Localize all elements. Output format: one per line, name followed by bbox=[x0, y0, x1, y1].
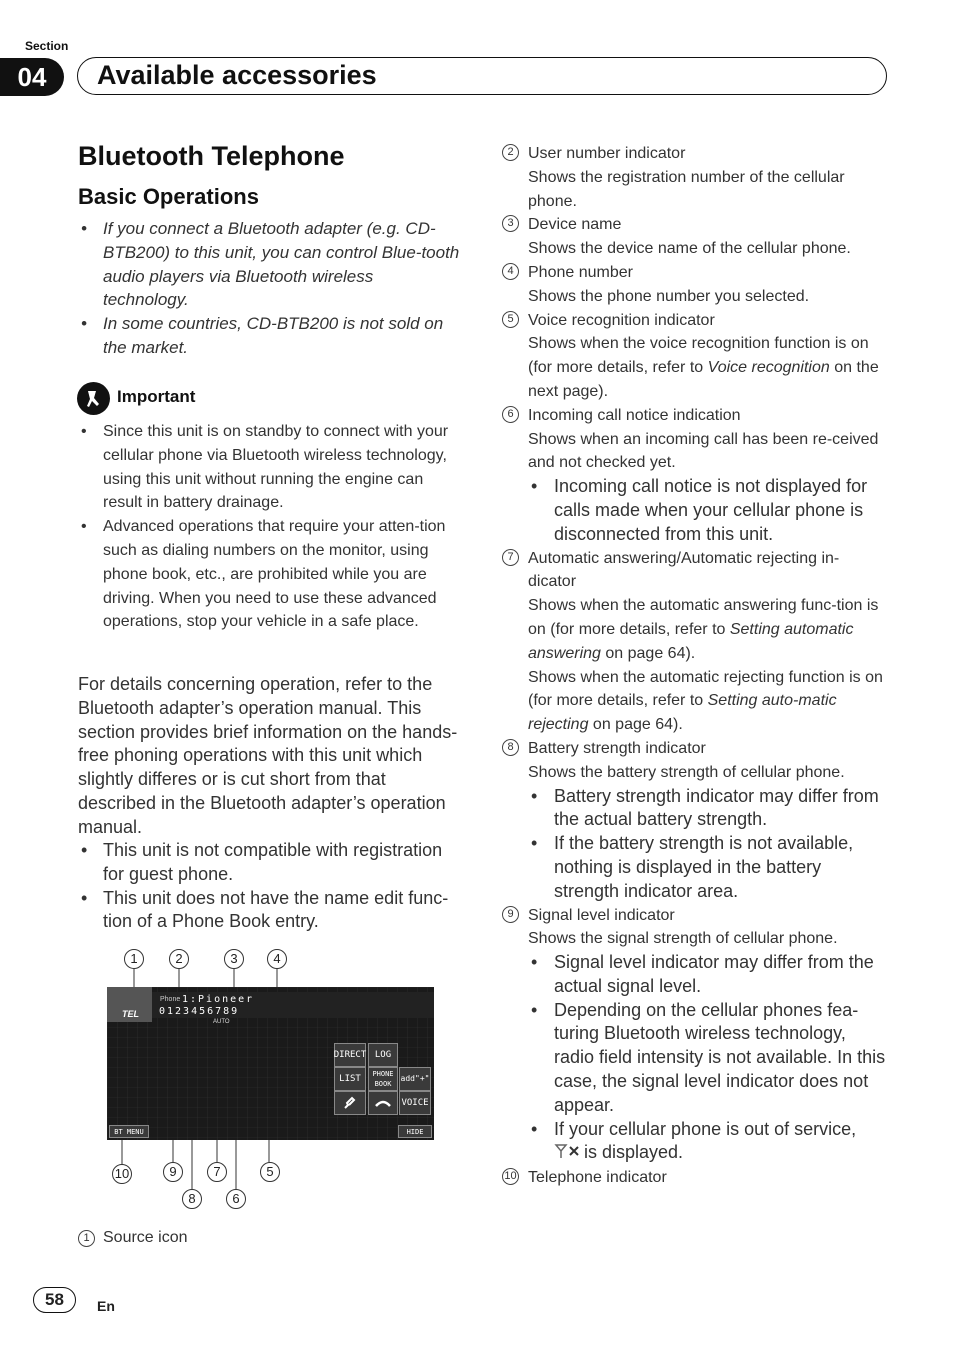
callout-9: 9 bbox=[163, 1162, 183, 1182]
callout-2: 2 bbox=[169, 949, 189, 969]
screen-bt-menu-button[interactable]: BT MENU bbox=[109, 1125, 149, 1138]
item-label: Signal level indicator bbox=[528, 906, 675, 924]
list-item: • Signal level indicator may differ from the actual signal level. bbox=[528, 951, 887, 999]
sub-bullets bbox=[528, 475, 887, 546]
item-number: 5 bbox=[502, 311, 519, 328]
list-item bbox=[528, 1118, 887, 1166]
section-number: 04 bbox=[0, 58, 64, 96]
list-item bbox=[502, 737, 887, 904]
section-label: Section bbox=[25, 39, 69, 53]
item-number: 10 bbox=[502, 1168, 519, 1185]
screen-add-button[interactable]: add"+" bbox=[399, 1067, 431, 1091]
list-item: • This unit does not have the name edit func-tion of a Phone Book entry. bbox=[78, 887, 466, 935]
item-number: 2 bbox=[502, 144, 519, 161]
item-description: Shows the battery strength of cellular phone. bbox=[528, 763, 845, 781]
item-label: User number indicator bbox=[528, 145, 686, 162]
list-item bbox=[502, 213, 887, 261]
sub-bullets bbox=[528, 785, 887, 904]
item-description bbox=[528, 666, 887, 737]
tel-icon: TEL bbox=[122, 1009, 139, 1019]
item-number: 3 bbox=[502, 215, 519, 232]
paragraph-bullets bbox=[78, 839, 466, 934]
phone-pickup-icon bbox=[343, 1096, 357, 1110]
text-run: Shows when the automatic answering func-tion is on (for more details, refer to bbox=[528, 597, 879, 638]
list-item: • In some countries, CD-BTB200 is not sold on the market. bbox=[78, 312, 463, 360]
list-item: • Incoming call notice is not displayed for calls made when your cellular phone is disconnected from this unit. bbox=[528, 475, 887, 546]
subsection-title: Basic Operations bbox=[78, 184, 259, 209]
section-title: Available accessories bbox=[97, 60, 377, 90]
callout-3: 3 bbox=[224, 949, 244, 969]
cross-reference: Setting auto-matic rejecting bbox=[528, 692, 837, 734]
item-description bbox=[528, 594, 887, 665]
list-item: • If the battery strength is not available, nothing is displayed in the battery strength indicator area. bbox=[528, 832, 887, 903]
intro-bullets bbox=[78, 217, 463, 360]
page-title: Bluetooth Telephone bbox=[78, 141, 345, 171]
important-icon bbox=[77, 382, 110, 415]
list-item: • Depending on the cellular phones fea-turing Bluetooth wireless technology, radio field intensity is not available. In this case, the signal level indicator does not appear. bbox=[528, 999, 887, 1118]
list-item bbox=[502, 547, 887, 737]
list-item: • Advanced operations that require your atten-tion such as dialing numbers on the monitor, using phone book, etc., are prohibited while you are driving. When you need to use these advanced operations, stop your vehicle in a safe place. bbox=[78, 515, 463, 634]
item-number: 9 bbox=[502, 906, 519, 923]
important-label: Important bbox=[117, 387, 196, 406]
text-run: If your cellular phone is out of service, bbox=[554, 1118, 857, 1139]
text-run: is displayed. bbox=[584, 1142, 684, 1163]
text-run: on page 64). bbox=[600, 644, 696, 662]
callout-5: 5 bbox=[260, 1162, 280, 1182]
item-label: Incoming call notice indication bbox=[528, 406, 741, 424]
list-item: • If you connect a Bluetooth adapter (e.g. CD-BTB200) to this unit, you can control Blue-tooth audio players via Bluetooth wireless technology. bbox=[78, 217, 463, 312]
list-item: • Since this unit is on standby to connect with your cellular phone via Bluetooth wireless technology, using this unit without running the engine can result in battery drainage. bbox=[78, 420, 463, 515]
item-label: Voice recognition indicator bbox=[528, 311, 715, 329]
screen-log-button[interactable]: LOG bbox=[368, 1043, 398, 1067]
item-description: Shows the phone number you selected. bbox=[528, 287, 810, 305]
text-run: Shows when the automatic rejecting function is on (for more details, refer to bbox=[528, 668, 883, 710]
sub-bullets bbox=[528, 951, 887, 1166]
screen-list-button[interactable]: LIST bbox=[334, 1067, 366, 1091]
list-item bbox=[502, 904, 887, 1166]
callout-8: 8 bbox=[182, 1189, 202, 1209]
intro-paragraph: For details concerning operation, refer to the Bluetooth adapter’s operation manual. This section provides brief information on the hands-free phoning operations with this unit which slightly differes or is cut short from that described in the Bluetooth adapter’s operation manual. bbox=[78, 674, 458, 837]
list-item bbox=[502, 1166, 887, 1190]
screen-direct-button[interactable]: DIRECT bbox=[334, 1043, 366, 1067]
indicator-list bbox=[502, 142, 887, 1189]
screen-voice-button[interactable]: VOICE bbox=[399, 1091, 431, 1115]
page-number: 58 bbox=[33, 1287, 76, 1313]
item-description: Shows the device name of the cellular phone. bbox=[528, 240, 851, 258]
screen-hangup-button[interactable] bbox=[368, 1091, 398, 1115]
text-run: on the next page). bbox=[528, 359, 879, 400]
screen-phonebook-button[interactable]: PHONE BOOK bbox=[368, 1067, 398, 1091]
list-item bbox=[502, 309, 887, 404]
important-bullets bbox=[78, 420, 463, 634]
text-run: on page 64). bbox=[588, 716, 683, 734]
item-label: Source icon bbox=[103, 1229, 188, 1246]
cross-reference: Voice recognition bbox=[707, 359, 830, 377]
callout-1: 1 bbox=[124, 949, 144, 969]
item-number: 8 bbox=[502, 739, 519, 756]
list-item: • This unit is not compatible with registration for guest phone. bbox=[78, 839, 466, 887]
language-code: En bbox=[97, 1298, 115, 1314]
item-description: Shows the signal strength of cellular phone. bbox=[528, 930, 838, 948]
callout-6: 6 bbox=[226, 1189, 246, 1209]
list-item bbox=[502, 142, 887, 213]
phone-screen bbox=[107, 987, 434, 1140]
item-description: Shows the registration number of the cellular phone. bbox=[528, 168, 845, 210]
phone-label: Phone bbox=[160, 996, 181, 1003]
cross-reference: Setting automatic answering bbox=[528, 620, 854, 662]
item-label: Battery strength indicator bbox=[528, 739, 706, 757]
screen-phone-number: 0123456789 bbox=[159, 1006, 240, 1017]
screen-call-button[interactable] bbox=[334, 1091, 366, 1115]
list-item: • Battery strength indicator may differ from the actual battery strength. bbox=[528, 785, 887, 833]
screen-auto-indicator: AUTO bbox=[213, 1019, 230, 1025]
item-description: Shows when an incoming call has been re-ceived and not checked yet. bbox=[528, 430, 879, 472]
text-run: Shows when the voice recognition function is on (for more details, refer to bbox=[528, 335, 869, 377]
item-label: Phone number bbox=[528, 263, 633, 281]
item-number: 7 bbox=[502, 549, 519, 566]
phone-hangup-icon bbox=[375, 1098, 391, 1108]
screen-user-name: 1:Pioneer bbox=[182, 994, 255, 1005]
item-description bbox=[528, 332, 887, 403]
source-icon-item bbox=[78, 1226, 463, 1250]
item-number: 6 bbox=[502, 406, 519, 423]
item-label: Telephone indicator bbox=[528, 1168, 667, 1186]
item-number: 4 bbox=[502, 263, 519, 280]
item-label: Device name bbox=[528, 216, 622, 234]
screen-hide-button[interactable]: HIDE bbox=[398, 1125, 432, 1138]
list-item bbox=[502, 404, 887, 547]
callout-4: 4 bbox=[267, 949, 287, 969]
callout-7: 7 bbox=[207, 1162, 227, 1182]
no-service-icon bbox=[554, 1142, 584, 1166]
callout-10: 10 bbox=[112, 1164, 132, 1184]
item-number: 1 bbox=[78, 1230, 95, 1247]
item-label: Automatic answering/Automatic rejecting in-dicator bbox=[528, 549, 840, 591]
list-item bbox=[502, 261, 887, 309]
